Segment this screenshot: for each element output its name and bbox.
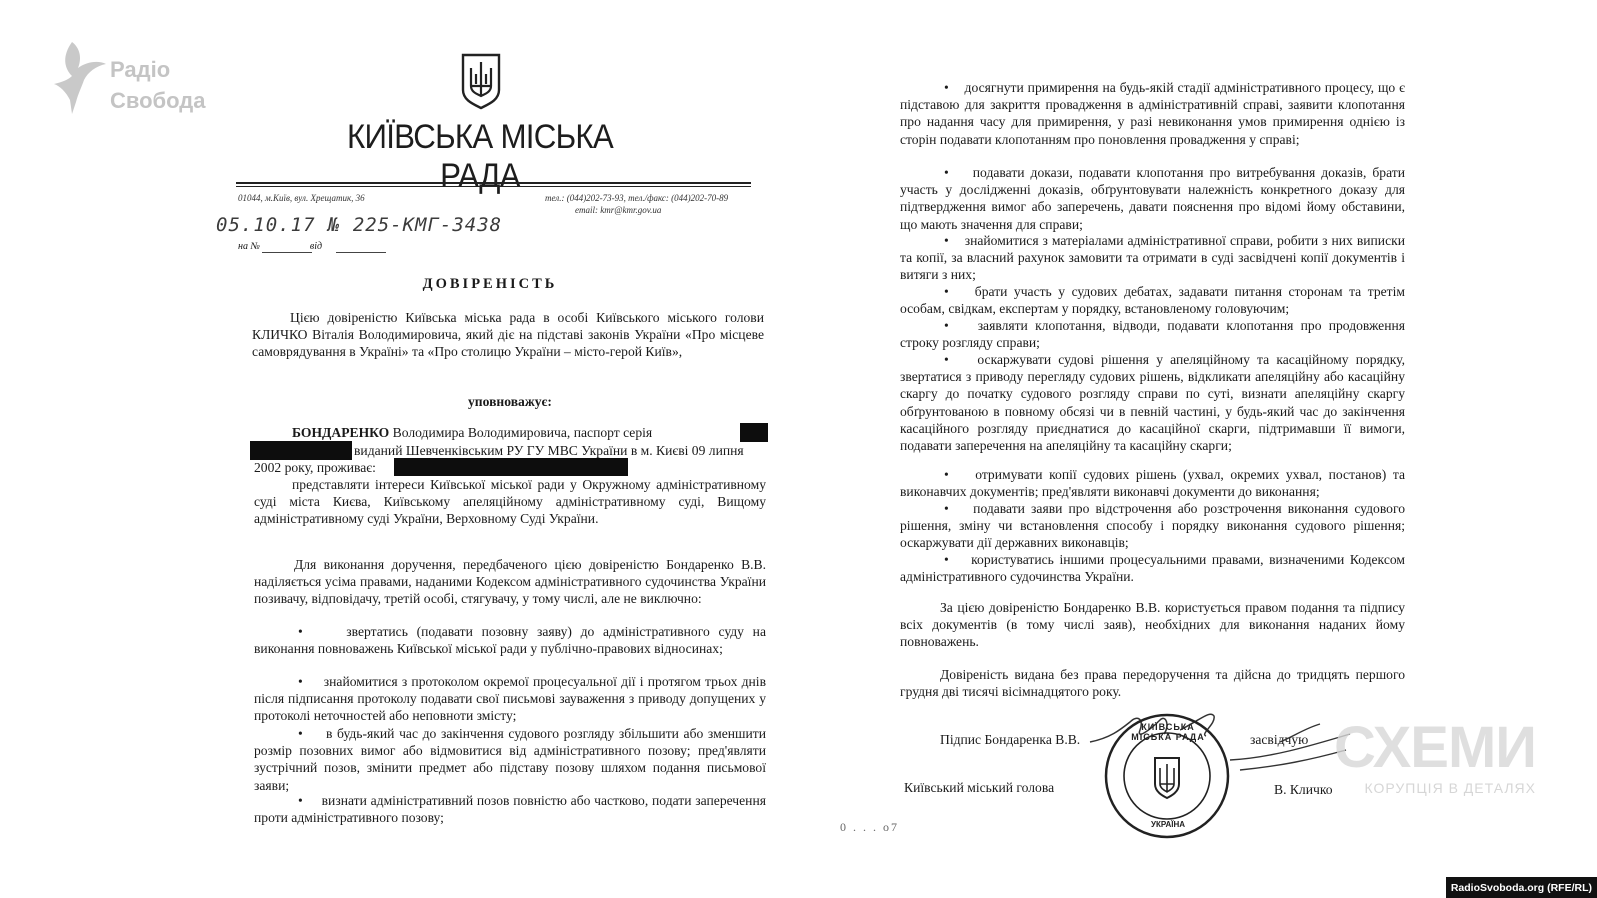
left-bullet-1-text: звертатись (подавати позовну заяву) до адміністративного суду на виконання повноважень Київської міської ради у публічно-правових відносинах; [254,624,766,657]
email: email: kmr@kmr.gov.ua [575,205,662,215]
bottom-handwritten-mark: 0 . . . о7 [840,820,899,834]
right-bullet-1 [900,79,1405,148]
right-bullet-5 [900,317,1405,351]
right-bullet-2-text: подавати докази, подавати клопотання про витребування доказів, брати участь у дослідженні доказів, обґрунтовувати належність конкретного доказу для підтвердження вимог або заперечень, давати пояснення про відомі йому обставини, що мають значення для справи; [900,165,1405,232]
letterhead-rule-top [236,182,751,184]
org-name: КИЇВСЬКА МІСЬКА РАДА [346,118,614,195]
left-bullet-4 [254,792,766,826]
right-bullet-3-text: знайомитися з матеріалами адміністративної справи, робити з них виписки та копії, за власний рахунок замовити та отримати в суді засвідчені копії документів і витяги з них; [900,233,1405,283]
ref-line-text: на № від [238,241,323,252]
bullet-dot: • [944,467,976,482]
right-bullet-9-text: користуватись іншими процесуальними правами, визначеними Кодексом адміністративного судочинства України. [900,552,1405,585]
mayor-name: В. Кличко [1274,782,1333,797]
left-bullet-3-text: в будь-який час до закінчення судового розгляду збільшити або зменшити розмір позовних вимог або відмовитися від адміністративного позову; пред'являти зустрічний позов, змінити предмет або підставу позову шляхом подання письмової заяви; [254,726,766,793]
bullet-dot: • [298,674,324,689]
mayor-title: Київський міський голова [904,780,1055,795]
bullet-dot: • [944,165,973,180]
left-bullet-2-text: знайомитися з протоколом окремої процесуальної дії і протягом трьох днів після підписання протоколу подавати свої письмові зауваження з приводу допущених у протоколі неточностей або неповноти змісту; [254,674,766,724]
schemes-watermark [1296,716,1536,808]
person-line-3: 2002 року, проживає: [254,460,376,475]
bullet-dot: • [944,284,975,299]
person-line-2: виданий Шевченківським РУ ГУ МВС України в м. Києві 09 липня [354,443,744,458]
bullet-dot: • [298,793,322,808]
official-stamp [1103,712,1231,840]
bullet-dot: • [944,318,978,333]
right-bullet-4 [900,283,1405,317]
right-bullet-3 [900,232,1405,284]
right-bullet-7-text: отримувати копії судових рішень (ухвал, окремих ухвал, постанов) та виконавчих документів; пред'являти виконавчі документи до виконання; [900,467,1405,500]
right-bullet-8 [900,500,1405,552]
powers-intro: Для виконання доручення, передбаченого цією довіреністю Бондаренко В.В. наділяється усіма правами, наданими Кодексом адміністративного судочинства України позивачу, відповідачу, третій особі, стягувачу, у тому числі, але не виключно: [254,557,766,607]
right-bullet-4-text: брати участь у судових дебатах, задавати питання сторонам та третім особам, свідкам, експертам у порядку, встановленому головуючим; [900,284,1405,317]
right-bullet-6 [900,351,1405,454]
validity-paragraph: Довіреність видана без права передоручення та дійсна до тридцять першого грудня дві тисячі вісімнадцятого року. [900,667,1405,700]
bullet-dot: • [944,552,972,567]
stamp-country: УКРАЇНА [1150,820,1186,829]
sig-label: Підпис Бондаренка В.В. [940,732,1081,747]
right-bullet-5-text: заявляти клопотання, відводи, подавати клопотання про продовження строку розгляду справи; [900,318,1405,351]
ref-underline-2 [336,252,386,253]
authorizes: уповноважує: [468,394,552,409]
right-bullet-8-text: подавати заяви про відстрочення або розстрочення виконання судового рішення, зміну чи встановлення способу і порядку виконання судового рішення; оскаржувати дії державних виконавців; [900,501,1405,551]
credit-label [1446,877,1597,898]
right-bullet-9 [900,551,1405,585]
bullet-dot: • [944,233,965,248]
svoboda-label: Свобода [110,88,206,113]
right-bullet-6-text: оскаржувати судові рішення у апеляційному та касаційному порядку, звертатися з приводу перегляду судових рішень, відкликати апеляційну або касаційну скаргу до початку судового розгляду справи по суті, визнати апеляційну скаргу обґрунтованою в повному обсязі чи в певній частині, у будь-який час до закінчення касаційного розгляду приєднатися до касаційної скарги, підтримавши її вимоги, подавати заперечення на апеляційну та касаційну скарги; [900,352,1405,454]
doc-title: ДОВІРЕНІСТЬ [422,276,558,292]
credit-text: RadioSvoboda.org (RFE/RL) [1450,882,1592,894]
redaction-address [394,458,628,476]
left-bullet-4-text: визнати адміністративний позов повністю або частково, подати заперечення проти адміністративного позову; [254,793,766,826]
person-line-1 [292,424,737,441]
ref-line [238,241,322,252]
address: 01044, м.Київ, вул. Хрещатик, 36 [238,193,365,203]
handwritten-ref: 05.10.17 № 225-КМГ-3438 [216,214,503,236]
phones: тел.: (044)202-73-93, тел./факс: (044)202-70-89 [545,193,729,203]
trident-coat-of-arms-icon [459,52,503,110]
bullet-dot: • [944,352,978,367]
redaction-passport-series [740,423,768,442]
radio-label: Радіо [110,57,171,82]
letterhead-rule-bottom [236,186,751,187]
left-bullet-2 [254,673,766,725]
schemes-tagline: КОРУПЦІЯ В ДЕТАЛЯХ [1364,780,1536,796]
certify-label: засвідчую [1250,732,1309,747]
bullet-dot: • [944,501,974,516]
bullet-dot: • [298,624,347,639]
left-bullet-1 [254,623,766,657]
right-bullet-1-text: досягнути примирення на будь-якій стадії адміністративного процесу, що є підставою для закриття провадження в адміністративній справі, заявити клопотання про надання часу для примирення, у разі невиконання умов примирення однією із сторін подавати клопотанням про поновлення провадження у справі; [900,80,1405,147]
signature-rights-paragraph: За цією довіреністю Бондаренко В.В. користується правом подання та підпису всіх документів (в тому числі заяв), необхідних для виконання наданих йому повноважень. [900,600,1405,650]
redaction-passport-number [250,441,352,460]
person-line-1-text: Володимира Володимировича, паспорт серія [392,425,653,440]
right-bullet-2 [900,164,1405,233]
bullet-dot: • [944,80,965,95]
represent-paragraph: представляти інтереси Київської міської ради у Окружному адміністративному суді міста Києва, Київському апеляційному адміністративному суді, Вищому адміністративному суді України, Верховному Суді України. [254,477,766,527]
person-name: БОНДАРЕНКО [292,425,390,440]
intro-paragraph: Цією довіреністю Київська міська рада в особі Київського міського голови КЛИЧКО Віталія Володимировича, який діє на підставі законів України «Про місцеве самоврядування в Україні» та «Про столицю України – місто-герой Київ», [252,310,764,360]
bullet-dot: • [298,726,326,741]
right-bullet-7 [900,466,1405,500]
left-bullet-3 [254,725,766,794]
schemes-title: СХЕМИ [1333,715,1536,780]
ref-underline-1 [262,252,312,253]
stamp-text: КИЇВСЬКА МІСЬКА РАДА [1131,722,1205,742]
